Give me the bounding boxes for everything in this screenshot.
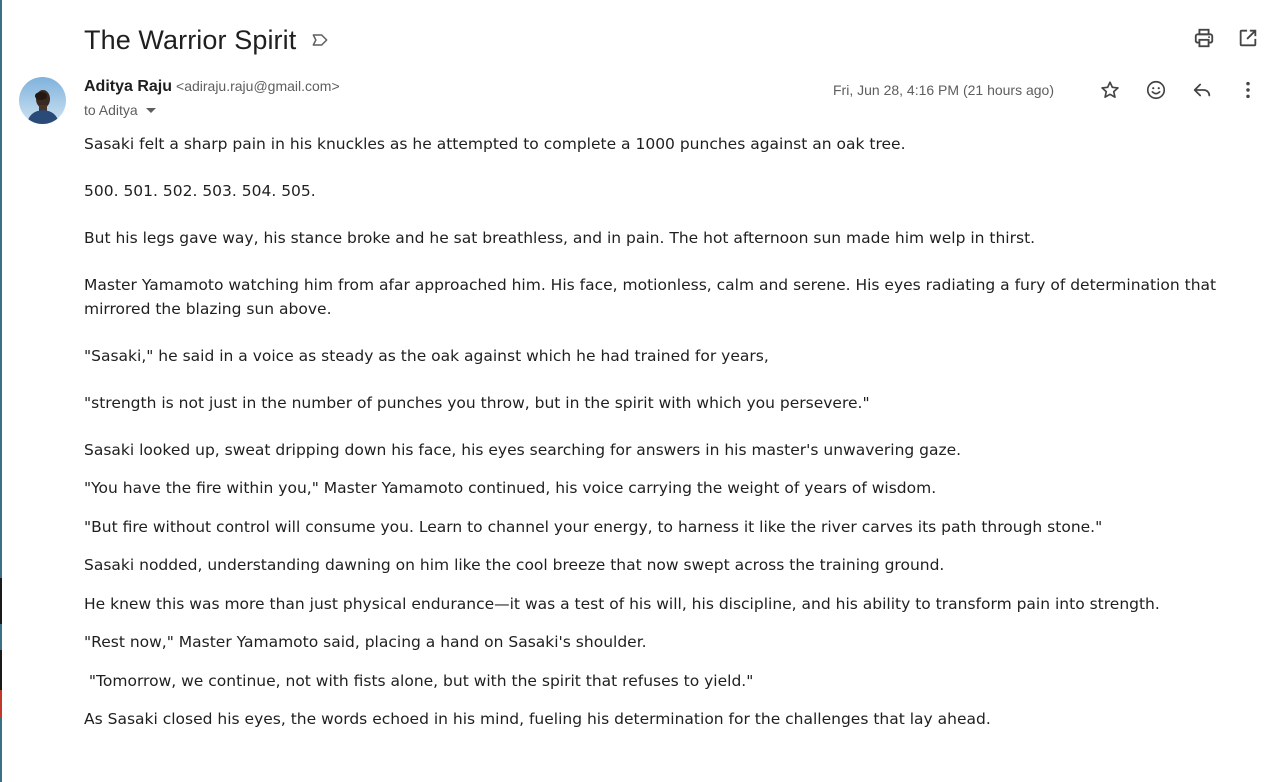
email-body (84, 133, 1259, 732)
body-paragraph: "Rest now," Master Yamamoto said, placing a hand on Sasaki's shoulder. (84, 633, 647, 651)
body-paragraph: Sasaki felt a sharp pain in his knuckles as he attempted to complete a 1000 punches against an oak tree. (84, 135, 906, 153)
message-date: Fri, Jun 28, 4:16 PM (21 hours ago) (833, 82, 1054, 98)
show-details-chevron-down-icon[interactable] (146, 108, 156, 113)
sender-email: <adiraju.raju@gmail.com> (176, 78, 340, 94)
body-paragraph: He knew this was more than just physical endurance—it was a test of his will, his discipline, and his ability to transform pain into strength. (84, 594, 1160, 613)
window-left-edge-accent (0, 690, 2, 718)
body-paragraph: "You have the fire within you," Master Yamamoto continued, his voice carrying the weight of years of wisdom. (84, 479, 937, 497)
label-outline-icon[interactable] (310, 30, 330, 50)
message-actions (833, 78, 1260, 102)
body-paragraph: "But fire without control will consume you. Learn to channel your energy, to harness it like the river carves its path through stone." (84, 517, 1103, 536)
window-left-edge-accent (0, 578, 2, 624)
star-icon[interactable] (1098, 78, 1122, 102)
body-paragraph: Sasaki looked up, sweat dripping down his face, his eyes searching for answers in his master's unwavering gaze. (84, 440, 962, 459)
sender-info (84, 78, 340, 118)
body-paragraph: 500. 501. 502. 503. 504. 505. (84, 182, 316, 200)
recipient-label: to Aditya (84, 102, 138, 118)
body-paragraph: Sasaki nodded, understanding dawning on him like the cool breeze that now swept across the training ground. (84, 556, 945, 574)
reply-icon[interactable] (1190, 78, 1214, 102)
window-left-edge-accent (0, 650, 2, 690)
email-subject: The Warrior Spirit (84, 24, 297, 55)
sender-avatar[interactable] (19, 77, 66, 124)
sender-name[interactable]: Aditya Raju (84, 78, 173, 95)
body-paragraph: But his legs gave way, his stance broke and he sat breathless, and in pain. The hot afternoon sun made him welp in thirst. (84, 229, 1036, 247)
subject-row (84, 20, 330, 60)
thread-actions (1192, 26, 1260, 50)
open-in-new-window-icon[interactable] (1236, 26, 1260, 50)
body-paragraph: As Sasaki closed his eyes, the words echoed in his mind, fueling his determination for the challenges that lay ahead. (84, 710, 991, 728)
emoji-reaction-icon[interactable] (1144, 78, 1168, 102)
body-paragraph: "Sasaki," he said in a voice as steady as the oak against which he had trained for years, (84, 346, 769, 365)
print-icon[interactable] (1192, 26, 1216, 50)
body-paragraph: "Tomorrow, we continue, not with fists alone, but with the spirit that refuses to yield." (84, 671, 754, 690)
body-paragraph: Master Yamamoto watching him from afar approached him. His face, motionless, calm and serene. His eyes radiating a fury of determination that mirrored the blazing sun above. (84, 276, 1217, 318)
more-vertical-icon[interactable] (1236, 78, 1260, 102)
body-paragraph: "strength is not just in the number of punches you throw, but in the spirit with which you persevere." (84, 393, 870, 412)
